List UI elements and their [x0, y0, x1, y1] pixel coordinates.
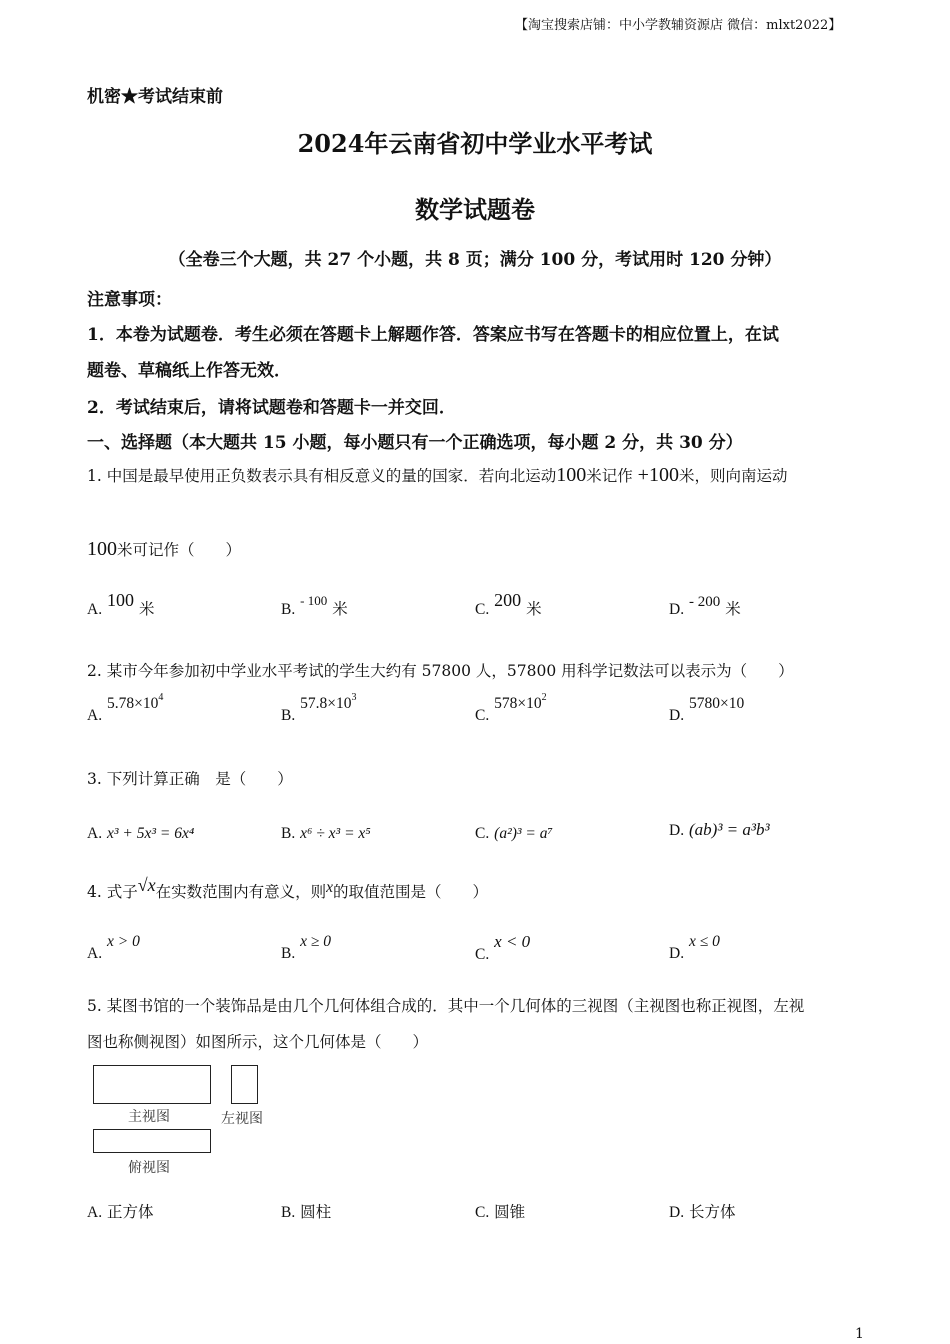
q2-option-b[interactable]: B. $57.8\times 10^3$: [281, 692, 357, 724]
header-note: 【淘宝搜索店铺：中小学教辅资源店 微信：mlxt2022】: [515, 18, 842, 33]
top-view-rect: [93, 1129, 211, 1153]
page-title: 2024年云南省初中学业水平考试: [297, 129, 653, 158]
q1-line2-text: 米可记作（ ）: [117, 541, 242, 559]
q3-option-b[interactable]: B. x⁶ ÷ x³ = x⁵: [281, 825, 371, 842]
q1-option-d[interactable]: D. - 200 米: [669, 594, 741, 618]
q1-option-a[interactable]: A. 100 米: [87, 590, 155, 618]
q1-option-b[interactable]: B. $^{- 100}$ 米: [281, 593, 348, 618]
q1-option-c[interactable]: C. 200 米: [475, 590, 542, 618]
q3-option-d[interactable]: D. (ab)³ = a³b³: [669, 820, 770, 839]
note-1-line-1: 1．本卷为试题卷．考生必须在答题卡上解题作答．答案应书写在答题卡的相应位置上，在试: [87, 325, 779, 345]
q4-prefix: 4. 式子: [87, 883, 138, 901]
page-subtitle: 数学试题卷: [415, 195, 535, 224]
left-view-rect: [231, 1065, 258, 1104]
q4-option-b[interactable]: B. x ≥ 0: [281, 933, 332, 962]
q1-line2-number: 100: [87, 538, 117, 560]
q4-suffix: 的取值范围是（ ）: [333, 883, 489, 901]
question-2-text: 2. 某市今年参加初中学业水平考试的学生大约有 57800 人，57800 用科学记数法可以表示为（ ）: [87, 662, 794, 680]
q5-option-d[interactable]: D. 长方体: [669, 1203, 736, 1221]
q2-option-c[interactable]: C. $578\times 10^2$: [475, 692, 547, 724]
notes-heading: 注意事项：: [87, 290, 172, 310]
q2-option-a[interactable]: A. $5.78\times 10^4$: [87, 692, 164, 724]
confidential-label: 机密★考试结束前: [87, 87, 223, 107]
section-heading: 一、选择题（本大题共 15 小题，每小题只有一个正确选项，每小题 2 分，共 30 分）: [87, 433, 743, 453]
question-5-line-1: 5. 某图书馆的一个装饰品是由几个几何体组合成的．其中一个几何体的三视图（主视图也称正视图，左视: [87, 997, 805, 1015]
q1-number-1: 100: [556, 464, 587, 486]
left-view-label: 左视图: [221, 1111, 263, 1127]
q1-suffix: 米，则向南运动: [678, 467, 788, 485]
question-1-line-2: [87, 538, 241, 561]
note-2: 2．考试结束后，请将试题卷和答题卡一并交回．: [87, 398, 456, 418]
page-number: 1: [855, 1326, 864, 1342]
q5-option-a[interactable]: A. 正方体: [87, 1203, 154, 1221]
q3-option-a[interactable]: A. x³ + 5x³ = 6x⁴: [87, 825, 195, 842]
q4-option-d[interactable]: D. x ≤ 0: [669, 933, 720, 962]
q1-number-2: +100: [637, 464, 679, 486]
question-5-line-2: 图也称侧视图）如图所示，这个几何体是（ ）: [87, 1033, 429, 1051]
q4-radical: √x: [137, 875, 156, 895]
q4-var: x: [326, 879, 333, 896]
exam-info: （全卷三个大题，共 27 个小题，共 8 页；满分 100 分，考试用时 120 分钟）: [168, 250, 782, 270]
question-4-text: [87, 875, 489, 902]
q4-mid: 在实数范围内有意义，则: [155, 883, 327, 901]
q4-option-a[interactable]: A. x > 0: [87, 933, 140, 962]
front-view-rect: [93, 1065, 211, 1104]
q2-option-d[interactable]: D. 5780×10: [669, 695, 745, 724]
question-1-line-1: [87, 464, 787, 487]
q4-option-c[interactable]: C. x < 0: [475, 932, 531, 963]
q1-mid: 米记作: [586, 467, 633, 485]
note-1-line-2: 题卷、草稿纸上作答无效．: [87, 361, 291, 381]
q5-option-b[interactable]: B. 圆柱: [281, 1203, 332, 1221]
top-view-label: 俯视图: [128, 1160, 170, 1176]
front-view-label: 主视图: [128, 1109, 170, 1125]
q3-option-c[interactable]: C. (a²)³ = a⁷: [475, 825, 553, 842]
q1-prefix: 1. 中国是最早使用正负数表示具有相反意义的量的国家．若向北运动: [87, 467, 557, 485]
q5-option-c[interactable]: C. 圆锥: [475, 1203, 526, 1221]
question-3-text: 3. 下列计算正确 是（ ）: [87, 770, 293, 788]
